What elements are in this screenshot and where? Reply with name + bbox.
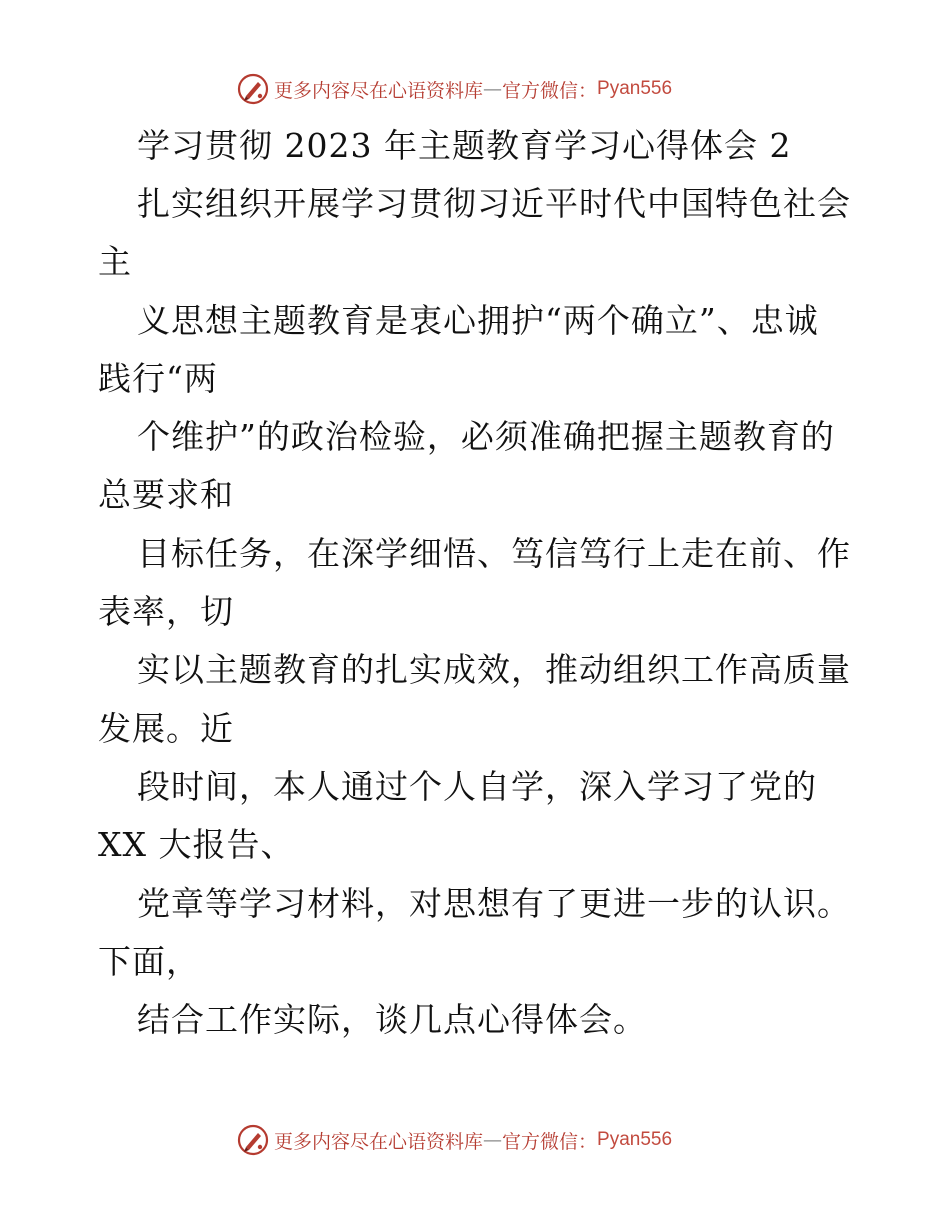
- pen-logo-icon: [236, 1123, 270, 1157]
- paragraph-line: 总要求和: [98, 475, 234, 514]
- paragraph-line: 实以主题教育的扎实成效，推动组织工作高质量: [137, 650, 851, 689]
- watermark-site-text: 更多内容尽在心语资料库: [274, 1130, 484, 1153]
- watermark-wechat-id: Pyan556: [597, 78, 673, 99]
- paragraph-line: 结合工作实际，谈几点心得体会。: [137, 1000, 647, 1039]
- paragraph-line: XX 大报告、: [98, 825, 295, 864]
- watermark-separator: —: [483, 78, 503, 100]
- paragraph-line: 义思想主题教育是衷心拥护“两个确立”、忠诚: [137, 301, 819, 340]
- paragraph-line: 表率，切: [98, 592, 234, 631]
- document-title: 学习贯彻 2023 年主题教育学习心得体会 2: [137, 126, 792, 165]
- watermark-wechat-id: Pyan556: [597, 1129, 673, 1150]
- watermark-separator: —: [483, 1129, 503, 1151]
- paragraph-line: 扎实组织开展学习贯彻习近平时代中国特色社会: [137, 184, 851, 223]
- watermark-wechat-label: 官方微信：: [502, 1130, 598, 1153]
- watermark-site-text: 更多内容尽在心语资料库: [274, 79, 484, 102]
- paragraph-line: 个维护”的政治检验，必须准确把握主题教育的: [137, 417, 835, 456]
- watermark-wechat-label: 官方微信：: [502, 79, 598, 102]
- paragraph-line: 段时间，本人通过个人自学，深入学习了党的: [137, 767, 817, 806]
- footer-watermark: [236, 1122, 672, 1158]
- paragraph-line: 践行“两: [98, 359, 218, 398]
- paragraph-line: 主: [98, 242, 132, 281]
- paragraph-line: 下面，: [98, 942, 200, 981]
- paragraph-line: 党章等学习材料，对思想有了更进一步的认识。: [137, 884, 851, 923]
- paragraph-line: 发展。近: [98, 709, 234, 748]
- paragraph-line: 目标任务，在深学细悟、笃信笃行上走在前、作: [137, 534, 851, 573]
